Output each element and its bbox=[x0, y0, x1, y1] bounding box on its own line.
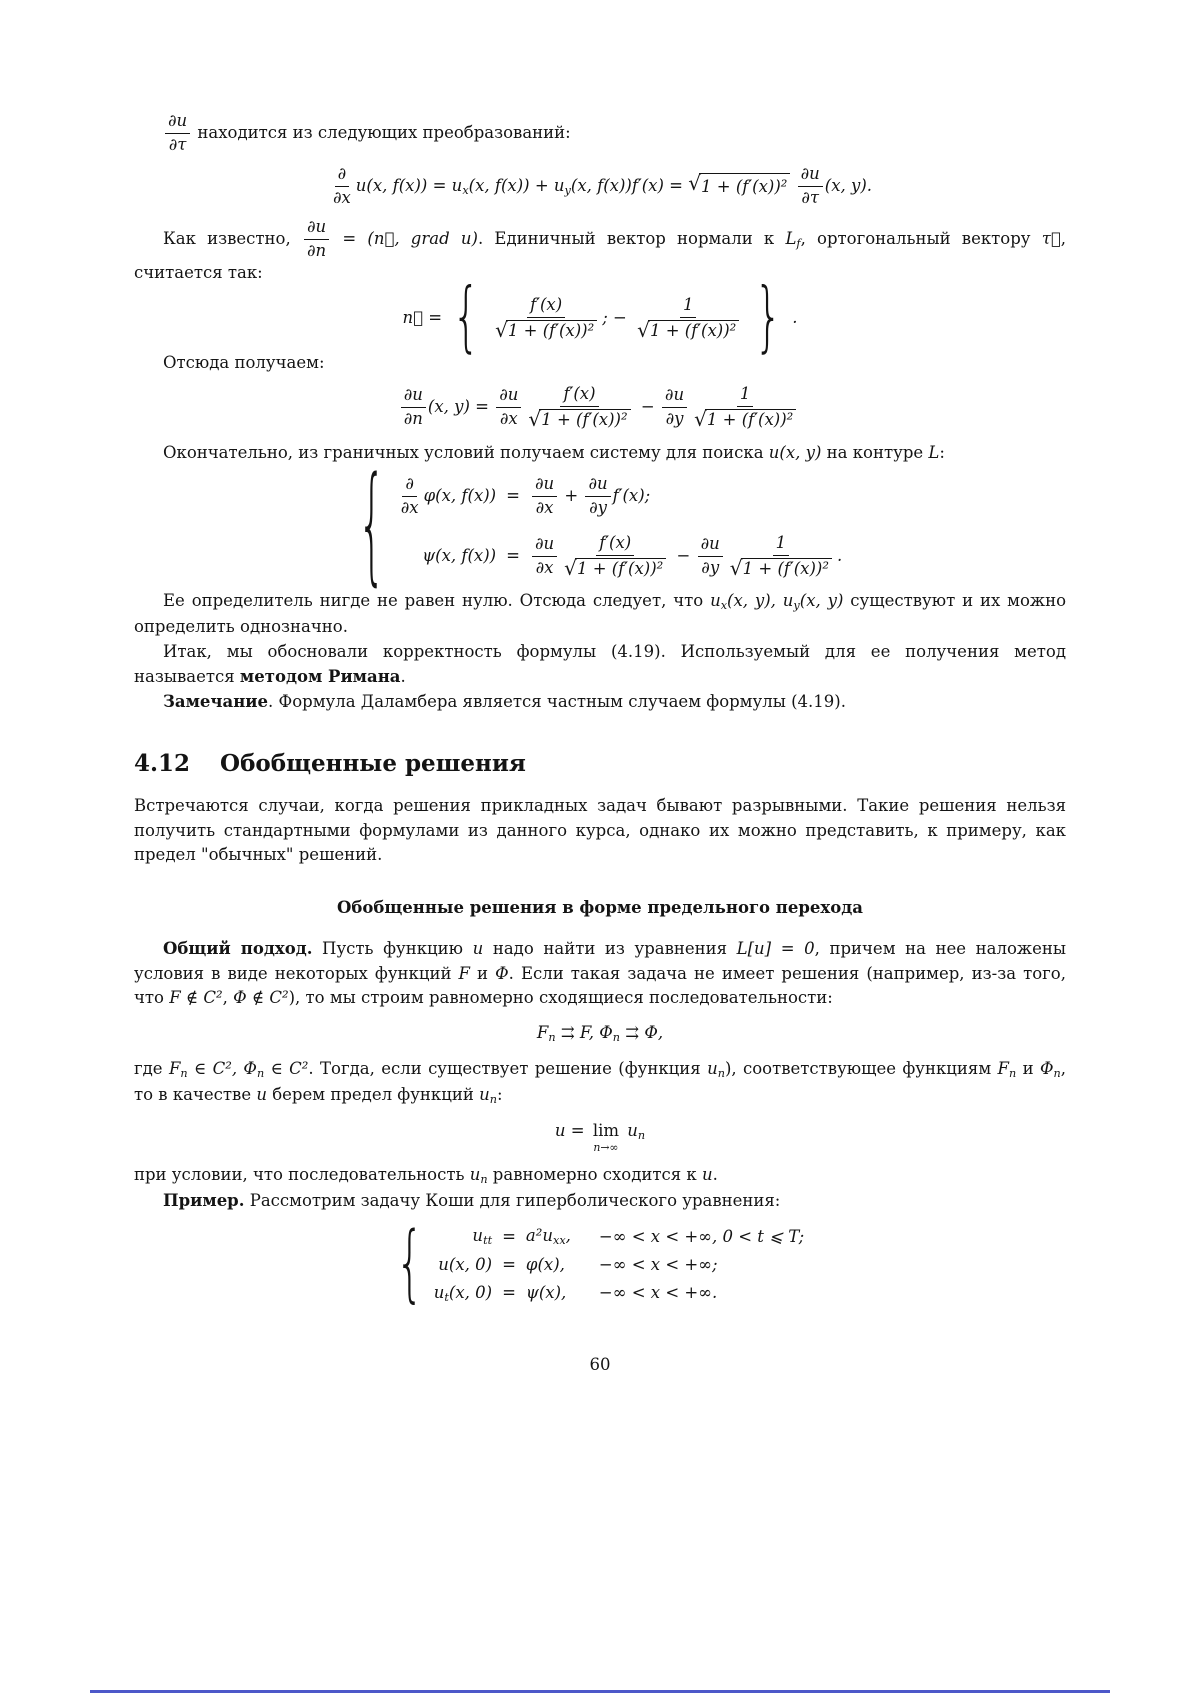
math-run: F ∉ C² bbox=[169, 988, 223, 1008]
equation-uniform-convergence bbox=[134, 1021, 1066, 1047]
math-run: u bbox=[472, 938, 484, 958]
math-run: τ⃗ bbox=[1041, 228, 1061, 248]
subscript: x bbox=[720, 599, 728, 613]
radical-sign-icon: √ bbox=[495, 317, 508, 342]
subscript: n bbox=[548, 1031, 556, 1045]
math-run: φ(x, f(x)) bbox=[423, 486, 497, 506]
fraction-denominator: ∂x bbox=[535, 498, 554, 518]
text-run: , bbox=[222, 988, 234, 1008]
subscript: y bbox=[564, 184, 571, 198]
equation-limit bbox=[134, 1119, 1066, 1153]
fraction-denominator bbox=[634, 318, 742, 341]
fraction-numerator: ∂u bbox=[304, 218, 329, 240]
text-run: , то в качестве bbox=[134, 1059, 1066, 1105]
math-run: − bbox=[640, 397, 655, 417]
lim-subscript: n→∞ bbox=[593, 1140, 619, 1154]
math-run: u bbox=[256, 1085, 267, 1105]
text-run: Ее определитель нигде не равен нулю. Отсюда следует, что bbox=[163, 591, 711, 611]
fraction bbox=[691, 385, 799, 430]
fraction-numerator: f′(x) bbox=[596, 534, 634, 556]
fraction-denominator bbox=[561, 556, 669, 579]
subscript: x bbox=[462, 184, 469, 198]
fraction-numerator: ∂u bbox=[532, 475, 557, 497]
radicand: 1 + (f′(x))² bbox=[506, 320, 597, 341]
paragraph-finally bbox=[134, 441, 1066, 466]
subscript: y bbox=[793, 599, 800, 613]
math-run: ⇉ Φ, bbox=[625, 1023, 664, 1043]
math-run: Φ bbox=[1039, 1059, 1054, 1079]
system-lhs bbox=[472, 1224, 492, 1250]
radicand: 1 + (f′(x))² bbox=[575, 558, 666, 579]
section-title: Обобщенные решения bbox=[220, 750, 526, 778]
fraction-numerator: ∂u bbox=[585, 475, 610, 497]
right-brace: } bbox=[754, 272, 783, 362]
math-run: . bbox=[792, 307, 798, 327]
fraction-denominator: ∂x bbox=[400, 498, 419, 518]
fraction-numerator: ∂u bbox=[532, 535, 557, 557]
math-run: u bbox=[707, 1059, 718, 1079]
section-heading bbox=[134, 750, 1066, 778]
fraction-denominator: ∂n bbox=[306, 240, 327, 260]
square-root bbox=[730, 558, 832, 579]
paragraph-hence bbox=[134, 351, 1066, 376]
subscript: n bbox=[480, 1173, 488, 1187]
math-run: Φ ∉ C² bbox=[233, 988, 289, 1008]
section-number: 4.12 bbox=[134, 750, 191, 778]
text-run: . Если такая задача не имеет решения (например, из-за того, что bbox=[134, 963, 1066, 1008]
subscript: n bbox=[717, 1067, 725, 1081]
square-root bbox=[495, 317, 597, 342]
text-run: и bbox=[1016, 1059, 1040, 1079]
math-run: (x, y) bbox=[799, 591, 844, 611]
bold-run: Пример. bbox=[163, 1191, 245, 1211]
page-number: 60 bbox=[589, 1354, 611, 1374]
fraction bbox=[662, 386, 687, 429]
fraction-denominator bbox=[525, 407, 633, 430]
paragraph-provided bbox=[134, 1163, 1066, 1189]
system-rhs bbox=[530, 534, 842, 579]
math-run: (x, y) = bbox=[427, 397, 489, 417]
paragraph-riemann-method bbox=[134, 640, 1066, 690]
text-run: , считается так: bbox=[134, 228, 1066, 282]
radical-sign-icon: √ bbox=[729, 556, 743, 581]
bottom-rule bbox=[90, 1690, 1110, 1693]
math-run: u bbox=[469, 1165, 481, 1185]
braced-expression bbox=[397, 272, 802, 362]
fraction-denominator: ∂x bbox=[332, 187, 351, 207]
math-run: n⃗ = bbox=[402, 307, 443, 327]
fraction-denominator bbox=[727, 556, 835, 579]
subscript: t bbox=[444, 1290, 449, 1304]
fraction-du-dtau bbox=[165, 112, 190, 155]
subscript: n bbox=[489, 1093, 497, 1107]
lim-label: lim bbox=[592, 1121, 620, 1140]
system-rhs: ψ(x), bbox=[525, 1283, 567, 1303]
system-lhs: u(x, 0) bbox=[438, 1255, 493, 1275]
math-run: ∈ C², Φ bbox=[187, 1059, 257, 1079]
math-run: u bbox=[627, 1121, 638, 1140]
square-root bbox=[694, 409, 796, 430]
text-run: Как известно, bbox=[163, 228, 291, 248]
math-run: u bbox=[433, 1282, 445, 1302]
text-run: Итак, мы обосновали корректность формулы (4.19). Используемый для ее получения метод называется bbox=[134, 642, 1066, 686]
text-run: ), то мы строим равномерно сходящиеся последовательности: bbox=[288, 988, 833, 1008]
math-run: Φ bbox=[495, 963, 509, 983]
math-run: u bbox=[472, 1226, 484, 1246]
equation-cauchy-system bbox=[134, 1216, 1066, 1313]
text-run: . bbox=[712, 1165, 718, 1185]
math-run: F bbox=[997, 1059, 1009, 1079]
math-run: f′(x); bbox=[612, 486, 651, 506]
square-root bbox=[688, 173, 790, 200]
equation-normal-derivative bbox=[134, 385, 1066, 430]
equals-sign: = bbox=[502, 1283, 516, 1303]
subscript: tt bbox=[483, 1234, 493, 1248]
bold-run: Замечание bbox=[163, 691, 269, 711]
text-run: . Тогда, если существует решение (функция bbox=[308, 1059, 708, 1079]
system-lhs bbox=[396, 475, 496, 518]
left-brace: { bbox=[357, 451, 386, 600]
system-grid bbox=[434, 1224, 804, 1307]
math-run: F bbox=[168, 1059, 181, 1079]
fraction-numerator: f′(x) bbox=[527, 296, 565, 318]
text-run: : bbox=[939, 442, 945, 462]
fraction-numerator: ∂ bbox=[402, 475, 417, 497]
square-root bbox=[528, 409, 630, 430]
system-lhs: ψ(x, f(x)) bbox=[422, 546, 497, 566]
system-condition: −∞ < x < +∞; bbox=[598, 1255, 718, 1275]
paragraph-sequence-condition bbox=[134, 1057, 1066, 1109]
paragraph-determinant bbox=[134, 589, 1066, 640]
equals-sign: = bbox=[502, 1255, 516, 1275]
square-root bbox=[564, 558, 666, 579]
text-run: на контуре bbox=[821, 442, 929, 462]
math-run: F bbox=[458, 963, 470, 983]
fraction bbox=[496, 386, 521, 429]
text-run: ), соответствующее функциям bbox=[724, 1059, 998, 1079]
bold-run: Общий подход. bbox=[163, 938, 313, 958]
radicand: 1 + (f′(x))² bbox=[539, 409, 630, 430]
math-run: + bbox=[564, 486, 579, 506]
subscript: n bbox=[637, 1129, 646, 1143]
math-run: ⇉ F, Φ bbox=[560, 1023, 613, 1043]
math-run: L bbox=[928, 442, 940, 462]
text-run: Встречаются случаи, когда решения прикладных задач бывают разрывными. Такие решения нельзя получить стандартными формулами из данного курса, однако их можно представить, к примеру, как предел "обычных" решений. bbox=[134, 795, 1066, 865]
equation-derivative-transform bbox=[134, 165, 1066, 208]
fraction-denominator: ∂x bbox=[535, 558, 554, 578]
fraction-numerator: ∂u bbox=[662, 386, 687, 408]
fraction bbox=[727, 534, 835, 579]
fraction bbox=[398, 475, 422, 518]
text-run: Отсюда получаем: bbox=[163, 352, 325, 372]
fraction bbox=[401, 386, 426, 429]
fraction-denominator bbox=[691, 407, 799, 430]
fraction-denominator: ∂y bbox=[701, 558, 720, 578]
fraction bbox=[532, 475, 557, 518]
fraction bbox=[492, 296, 600, 341]
text-run: Окончательно, из граничных условий получаем систему для поиска bbox=[163, 442, 769, 462]
paragraph-remark bbox=[134, 690, 1066, 715]
fraction-numerator: ∂u bbox=[401, 386, 426, 408]
system-lhs bbox=[434, 1281, 492, 1307]
subscript: n bbox=[1053, 1067, 1061, 1081]
fraction bbox=[561, 534, 669, 579]
fraction-numerator: ∂u bbox=[798, 165, 823, 187]
radical-sign-icon: √ bbox=[528, 407, 542, 432]
limit-operator bbox=[593, 1123, 619, 1153]
subscript: n bbox=[1008, 1067, 1017, 1081]
math-run: (x, y), u bbox=[727, 591, 794, 611]
system-rhs: φ(x), bbox=[525, 1255, 565, 1275]
subscript: n bbox=[180, 1067, 188, 1081]
left-brace: { bbox=[395, 1216, 424, 1313]
radicand: 1 + (f′(x))² bbox=[648, 320, 739, 341]
text-run: существуют и их можно определить однозначно. bbox=[134, 591, 1067, 637]
fraction-numerator: f′(x) bbox=[560, 385, 598, 407]
fraction bbox=[585, 475, 610, 518]
fraction-denominator: ∂τ bbox=[801, 187, 820, 207]
fraction-numerator: 1 bbox=[737, 385, 754, 407]
text-run: и bbox=[469, 963, 496, 983]
subscript: f bbox=[796, 236, 801, 250]
math-run: a²u bbox=[525, 1226, 554, 1246]
system-condition: −∞ < x < +∞. bbox=[598, 1283, 718, 1303]
text-run: Пусть функцию bbox=[312, 938, 473, 958]
text-run: находится из следующих преобразований: bbox=[197, 122, 571, 142]
fraction-denominator bbox=[492, 318, 600, 341]
math-run: − bbox=[676, 546, 691, 566]
square-root bbox=[637, 317, 739, 342]
text-run: , причем на нее наложены условия в виде некоторых функций bbox=[134, 938, 1066, 983]
paragraph-generalized-intro bbox=[134, 794, 1066, 868]
system-rhs bbox=[526, 1224, 571, 1250]
fraction-numerator: ∂u bbox=[496, 386, 521, 408]
text-run: берем предел функций bbox=[266, 1085, 480, 1105]
text-run: . bbox=[400, 666, 406, 686]
fraction-numerator: ∂ bbox=[335, 165, 350, 187]
fraction bbox=[525, 385, 633, 430]
paragraph-intro bbox=[134, 112, 1066, 155]
braced-system bbox=[391, 1216, 809, 1313]
math-run: ∈ C² bbox=[264, 1059, 309, 1079]
math-run: = (n⃗, grad u) bbox=[342, 228, 478, 248]
fraction-denominator: ∂y bbox=[665, 409, 684, 429]
system-condition: −∞ < x < +∞, 0 < t ⩽ T; bbox=[598, 1226, 805, 1246]
math-run: (x, y). bbox=[824, 175, 873, 195]
math-run: u(x, f(x)) = u bbox=[355, 175, 463, 195]
paragraph-normal-vector bbox=[134, 218, 1066, 286]
equals-sign: = bbox=[502, 1226, 516, 1246]
math-run: (x, f(x))f′(x) = bbox=[570, 175, 683, 195]
math-run: u = bbox=[554, 1121, 585, 1140]
math-run: , bbox=[565, 1226, 571, 1246]
fraction-numerator: 1 bbox=[680, 296, 697, 318]
text-run: : bbox=[496, 1085, 503, 1105]
subscript: n bbox=[256, 1067, 265, 1081]
fraction-denominator: ∂x bbox=[499, 409, 518, 429]
system-grid bbox=[396, 475, 842, 579]
radical-sign-icon: √ bbox=[564, 556, 577, 581]
math-run: u bbox=[710, 591, 721, 611]
fraction bbox=[798, 165, 823, 208]
math-run: u bbox=[701, 1165, 713, 1185]
fraction-numerator: 1 bbox=[773, 534, 790, 556]
fraction-denominator: ∂τ bbox=[168, 134, 187, 154]
subsection-heading: Обобщенные решения в форме предельного перехода bbox=[337, 898, 863, 918]
fraction-numerator: ∂u bbox=[698, 535, 723, 557]
radical-sign-icon: √ bbox=[637, 317, 650, 342]
radical-sign-icon: √ bbox=[694, 407, 707, 432]
math-run: ; − bbox=[602, 307, 627, 327]
math-run: . bbox=[836, 546, 843, 566]
subscript: n bbox=[612, 1031, 621, 1045]
left-brace: { bbox=[452, 272, 481, 362]
math-run: u(x, y) bbox=[768, 442, 822, 462]
radicand: 1 + (f′(x))² bbox=[699, 173, 790, 200]
fraction-du-dn bbox=[304, 218, 329, 261]
bold-run: методом Римана bbox=[239, 666, 401, 686]
text-run: равномерно сходится к bbox=[487, 1165, 702, 1185]
math-run: L[u] = 0 bbox=[736, 938, 815, 958]
text-run: Рассмотрим задачу Коши для гиперболического уравнения: bbox=[244, 1191, 781, 1211]
text-run: где bbox=[134, 1059, 169, 1079]
text-run: , ортогональный вектору bbox=[800, 228, 1042, 248]
math-run: (x, 0) bbox=[448, 1282, 493, 1302]
equals-sign: = bbox=[506, 486, 520, 506]
subscript: xx bbox=[553, 1234, 566, 1248]
radicand: 1 + (f′(x))² bbox=[705, 409, 796, 430]
system-rhs bbox=[530, 475, 650, 518]
math-run: u bbox=[479, 1085, 490, 1105]
fraction-numerator: ∂u bbox=[165, 112, 190, 134]
text-run: . Формула Даламбера является частным случаем формулы (4.19). bbox=[268, 691, 846, 711]
math-run: L bbox=[785, 228, 797, 248]
radicand: 1 + (f′(x))² bbox=[741, 558, 832, 579]
fraction-denominator: ∂y bbox=[589, 498, 607, 518]
paragraph-example bbox=[134, 1189, 1066, 1214]
expression-body bbox=[490, 296, 744, 341]
equals-sign: = bbox=[506, 546, 520, 566]
math-run: F bbox=[536, 1023, 549, 1043]
math-run: (x, f(x)) + u bbox=[468, 175, 565, 195]
fraction bbox=[532, 535, 557, 578]
paragraph-general-approach bbox=[134, 937, 1066, 1011]
text-run: надо найти из уравнения bbox=[483, 938, 737, 958]
fraction bbox=[698, 535, 723, 578]
radical-sign-icon: √ bbox=[688, 171, 702, 196]
fraction-denominator: ∂n bbox=[403, 409, 423, 429]
text-run: . Единичный вектор нормали к bbox=[477, 228, 786, 248]
fraction bbox=[330, 165, 354, 208]
text-run: при условии, что последовательность bbox=[134, 1165, 470, 1185]
fraction bbox=[634, 296, 742, 341]
